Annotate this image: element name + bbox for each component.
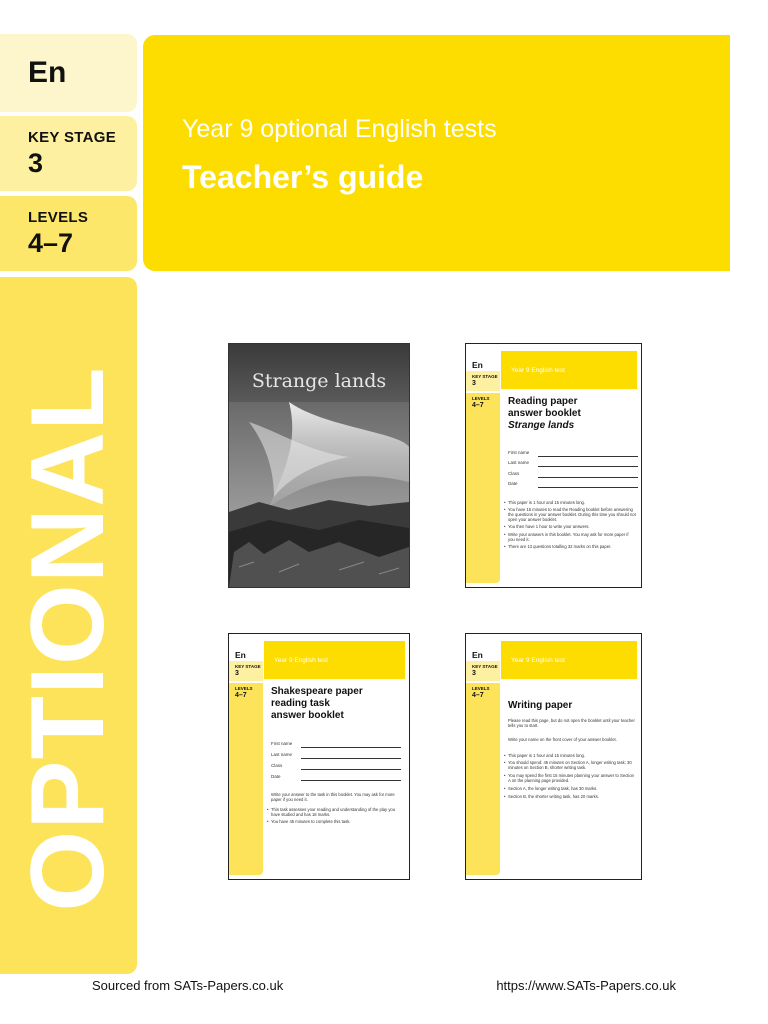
booklet-title-line: reading task bbox=[271, 698, 330, 709]
booklet-levels-value: 4–7 bbox=[235, 692, 247, 699]
booklet-subject: En bbox=[472, 650, 483, 660]
instruction-text: Write your name on the front cover of your answer booklet. bbox=[508, 737, 617, 742]
booklet-title bbox=[508, 396, 638, 432]
instruction-bullet: • This paper is 1 hour and 15 minutes long. bbox=[508, 753, 636, 758]
booklet-key-stage-label: KEY STAGE bbox=[472, 664, 498, 669]
key-stage-label: KEY STAGE bbox=[28, 129, 116, 146]
booklet-title-line: Strange lands bbox=[508, 420, 575, 431]
instruction-bullet: • This paper is 1 hour and 15 minutes long. bbox=[508, 500, 636, 505]
booklet-levels-tab bbox=[466, 683, 500, 875]
class-field: Class bbox=[271, 763, 401, 768]
booklet-banner bbox=[264, 641, 405, 679]
instruction-text: Please read this page, but do not open the booklet until your teacher tells you to start. bbox=[508, 718, 635, 729]
instruction-bullet: • You then have 1 hour to write your answers. bbox=[508, 524, 636, 529]
booklet-levels-label: LEVELS bbox=[472, 686, 490, 691]
booklet-title-line: answer booklet bbox=[508, 408, 581, 419]
instruction-bullet: • This task assesses your reading and understanding of the play you have studied and has 18 marks. bbox=[271, 807, 399, 817]
booklet-title-line: answer booklet bbox=[271, 710, 344, 721]
booklet-key-stage-label: KEY STAGE bbox=[472, 374, 498, 379]
instruction-bullet: • You have 15 minutes to read the Reading booklet before answering the questions in your answer booklet. During this time you should not open your answer booklet. bbox=[508, 507, 636, 523]
last-name-field: Last name bbox=[271, 752, 401, 757]
booklet-banner-text: Year 9 English test bbox=[274, 657, 328, 664]
levels-tab bbox=[0, 196, 137, 271]
booklet-banner-text: Year 9 English test bbox=[511, 367, 565, 374]
booklet-levels-value: 4–7 bbox=[472, 692, 484, 699]
booklet-title bbox=[271, 686, 401, 722]
booklet-banner-text: Year 9 English test bbox=[511, 657, 565, 664]
optional-tab bbox=[0, 277, 137, 974]
key-stage-tab bbox=[0, 116, 137, 191]
booklet-title-line: Reading paper bbox=[508, 396, 578, 407]
booklet-banner bbox=[501, 641, 637, 679]
booklet-key-stage-value: 3 bbox=[235, 670, 239, 677]
instruction-bullet: • Write your answers in this booklet. You may ask for more paper if you need it. bbox=[508, 532, 636, 542]
booklet-key-stage-value: 3 bbox=[472, 670, 476, 677]
instruction-text: Write your answer to the task in this booklet. You may ask for more paper if you need it. bbox=[271, 792, 395, 803]
class-field: Class bbox=[508, 471, 638, 476]
instruction-bullet: • Section B, the shorter writing task, has 20 marks. bbox=[508, 794, 636, 799]
instruction-bullet: • You have 45 minutes to complete this task. bbox=[271, 819, 399, 824]
booklet-title-line: Shakespeare paper bbox=[271, 686, 363, 697]
booklet-title-line: Writing paper bbox=[508, 700, 573, 711]
reading-paper-booklet bbox=[465, 343, 642, 588]
source-url[interactable]: https://www.SATs-Papers.co.uk bbox=[496, 978, 676, 993]
subject-tab bbox=[0, 34, 137, 112]
key-stage-value: 3 bbox=[28, 148, 44, 178]
booklet-levels-label: LEVELS bbox=[472, 396, 490, 401]
booklet-levels-tab bbox=[466, 393, 500, 583]
booklet-levels-tab bbox=[229, 683, 263, 875]
date-field: Date bbox=[508, 481, 638, 486]
levels-value: 4–7 bbox=[28, 228, 74, 258]
header-banner bbox=[143, 35, 730, 271]
instruction-bullet: • You may spend the first 15 minutes planning your answer to Section A on the planning page provided. bbox=[508, 773, 636, 783]
shakespeare-paper-booklet bbox=[228, 633, 410, 880]
first-name-field: First name bbox=[271, 741, 401, 746]
last-name-field: Last name bbox=[508, 460, 638, 465]
first-name-field: First name bbox=[508, 450, 638, 455]
date-field: Date bbox=[271, 774, 401, 779]
booklet-title bbox=[508, 700, 638, 712]
strange-lands-cover bbox=[228, 343, 410, 588]
booklet-levels-label: LEVELS bbox=[235, 686, 253, 691]
booklet-banner bbox=[501, 351, 637, 389]
instruction-bullet: • There are 13 questions totalling 32 marks on this paper. bbox=[508, 544, 636, 549]
booklet-levels-value: 4–7 bbox=[472, 402, 484, 409]
instruction-bullet: • Section A, the longer writing task, has 30 marks. bbox=[508, 786, 636, 791]
aurora-landscape-image bbox=[229, 402, 409, 587]
booklet-key-stage-value: 3 bbox=[472, 380, 476, 387]
page-title: Teacher’s guide bbox=[182, 159, 424, 195]
booklet-subject: En bbox=[472, 360, 483, 370]
optional-label: OPTIONAL bbox=[10, 366, 126, 912]
booklet-key-stage-label: KEY STAGE bbox=[235, 664, 261, 669]
instruction-bullet: • You should spend: 45 minutes on Section A, longer writing task; 30 minutes on Section B, shorter writing task. bbox=[508, 760, 636, 770]
writing-paper-booklet bbox=[465, 633, 642, 880]
subject-label: En bbox=[28, 56, 67, 89]
levels-label: LEVELS bbox=[28, 209, 89, 226]
cover-title: Strange lands bbox=[229, 344, 409, 402]
booklet-subject: En bbox=[235, 650, 246, 660]
banner-subtitle: Year 9 optional English tests bbox=[182, 115, 497, 143]
source-credit: Sourced from SATs-Papers.co.uk bbox=[92, 978, 284, 993]
